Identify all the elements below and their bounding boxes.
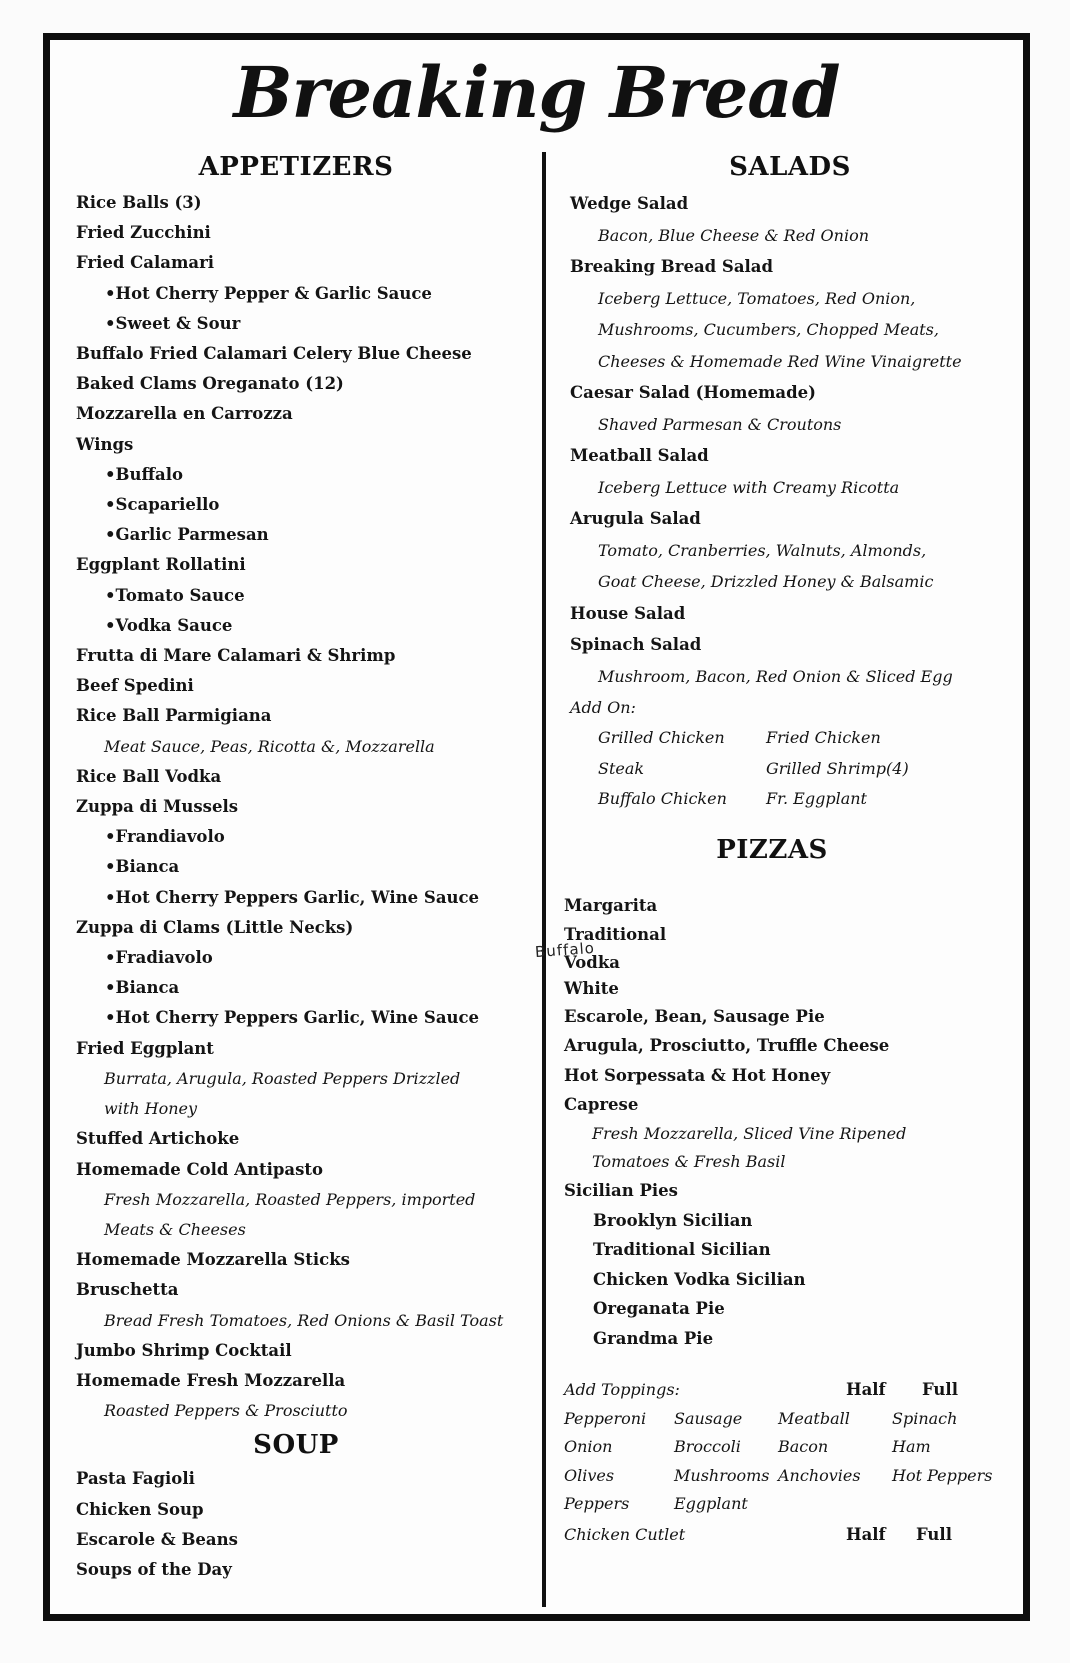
menu-option: • Frandiavolo bbox=[76, 822, 516, 852]
topping-item: Meatball bbox=[778, 1408, 850, 1428]
menu-option: • Fradiavolo bbox=[76, 943, 516, 973]
topping-item: Pepperoni bbox=[564, 1408, 647, 1428]
soup-list bbox=[76, 1464, 516, 1585]
sicilian-item: Chicken Vodka Sicilian bbox=[593, 1269, 806, 1289]
toppings-half-label: Half bbox=[846, 1379, 886, 1399]
sicilian-section bbox=[564, 1176, 1010, 1354]
menu-description: Meats & Cheeses bbox=[104, 1219, 246, 1239]
menu-item: Fried Eggplant bbox=[76, 1038, 214, 1058]
pizza-item: Margarita bbox=[564, 895, 658, 915]
handwritten-note: Buffalo bbox=[534, 938, 596, 962]
menu-item: Arugula Salad bbox=[570, 509, 701, 528]
pizza-item: Caprese bbox=[564, 1095, 639, 1115]
menu-item: Meatball Salad bbox=[570, 446, 709, 465]
topping-item: Eggplant bbox=[674, 1494, 748, 1514]
menu-description: Mushrooms, Cucumbers, Chopped Meats, bbox=[598, 320, 939, 339]
pizza-item: Arugula, Prosciutto, Truffle Cheese bbox=[564, 1036, 890, 1056]
menu-description: with Honey bbox=[104, 1099, 198, 1119]
menu-item: Spinach Salad bbox=[570, 635, 702, 654]
menu-item: Zuppa di Clams (Little Necks) bbox=[76, 917, 354, 937]
menu-item: Eggplant Rollatini bbox=[76, 555, 246, 575]
menu-option: • Hot Cherry Pepper & Garlic Sauce bbox=[76, 279, 516, 309]
menu-item: Baked Clams Oreganato (12) bbox=[76, 374, 344, 394]
menu-description: Bacon, Blue Cheese & Red Onion bbox=[598, 225, 869, 245]
menu-description: Burrata, Arugula, Roasted Peppers Drizzled bbox=[104, 1068, 461, 1088]
topping-item: Peppers bbox=[564, 1494, 630, 1514]
menu-item: Zuppa di Mussels bbox=[76, 797, 238, 817]
pizza-item: Hot Sorpessata & Hot Honey bbox=[564, 1065, 831, 1085]
menu-item: Beef Spedini bbox=[76, 676, 194, 696]
add-on-item: Buffalo Chicken bbox=[598, 789, 727, 808]
pizzas-list bbox=[564, 891, 1010, 1177]
pizzas-heading: PIZZAS bbox=[716, 834, 828, 865]
topping-item: Onion bbox=[564, 1437, 613, 1457]
menu-description: Meat Sauce, Peas, Ricotta &, Mozzarella bbox=[104, 736, 435, 756]
restaurant-title: Breaking Bread bbox=[233, 51, 840, 134]
menu-item: Bruschetta bbox=[76, 1280, 179, 1300]
menu-option: • Buffalo bbox=[76, 460, 516, 490]
soup-item: Pasta Fagioli bbox=[76, 1469, 195, 1489]
menu-option: • Sweet & Sour bbox=[76, 309, 516, 339]
pizza-item: Escarole, Bean, Sausage Pie bbox=[564, 1006, 825, 1026]
pizza-item: Traditional bbox=[564, 925, 667, 945]
sicilian-item: Oreganata Pie bbox=[593, 1299, 725, 1319]
menu-item: Jumbo Shrimp Cocktail bbox=[76, 1340, 292, 1360]
topping-item: Bacon bbox=[778, 1437, 829, 1457]
toppings-label: Add Toppings: bbox=[564, 1379, 680, 1399]
menu-item: Stuffed Artichoke bbox=[76, 1129, 240, 1149]
menu-description: Fresh Mozzarella, Sliced Vine Ripened bbox=[592, 1124, 907, 1144]
menu-item: Mozzarella en Carrozza bbox=[76, 404, 293, 424]
soup-item: Escarole & Beans bbox=[76, 1529, 238, 1549]
menu-item: Fried Calamari bbox=[76, 253, 215, 273]
add-on-item: Fried Chicken bbox=[766, 728, 881, 747]
add-on-grid bbox=[570, 723, 1010, 815]
left-column bbox=[76, 152, 516, 1585]
menu-item: Fried Zucchini bbox=[76, 223, 211, 243]
sicilian-list bbox=[564, 1206, 1010, 1354]
menu-description: Shaved Parmesan & Croutons bbox=[598, 414, 842, 434]
toppings-full-label: Full bbox=[922, 1379, 958, 1399]
menu-option: • Bianca bbox=[76, 852, 516, 882]
soup-item: Soups of the Day bbox=[76, 1559, 232, 1579]
cutlet-label: Chicken Cutlet bbox=[564, 1524, 686, 1544]
sicilian-item: Grandma Pie bbox=[593, 1329, 714, 1349]
topping-item: Anchovies bbox=[778, 1465, 861, 1485]
add-on-item: Grilled Chicken bbox=[598, 728, 725, 747]
cutlet-row bbox=[564, 1519, 1010, 1550]
topping-item: Spinach bbox=[892, 1408, 958, 1428]
cutlet-half-label: Half bbox=[846, 1524, 886, 1544]
topping-item: Ham bbox=[892, 1437, 931, 1457]
menu-description: Mushroom, Bacon, Red Onion & Sliced Egg bbox=[598, 666, 953, 686]
menu-item: Wings bbox=[76, 434, 134, 454]
menu-option: • Scapariello bbox=[76, 490, 516, 520]
soup-item: Chicken Soup bbox=[76, 1499, 204, 1519]
menu-description: Iceberg Lettuce with Creamy Ricotta bbox=[598, 477, 900, 497]
menu-option: • Garlic Parmesan bbox=[76, 520, 516, 550]
menu-option: • Vodka Sauce bbox=[76, 611, 516, 641]
menu-option: • Tomato Sauce bbox=[76, 581, 516, 611]
sicilian-item: Brooklyn Sicilian bbox=[593, 1210, 753, 1230]
menu-option: • Bianca bbox=[76, 973, 516, 1003]
menu-item: Breaking Bread Salad bbox=[570, 257, 774, 276]
column-divider bbox=[542, 152, 546, 1607]
topping-item: Sausage bbox=[674, 1408, 743, 1428]
toppings-section bbox=[564, 1374, 1010, 1550]
menu-item: House Salad bbox=[570, 603, 686, 623]
menu-description: Bread Fresh Tomatoes, Red Onions & Basil Toast bbox=[104, 1310, 504, 1330]
appetizers-heading: APPETIZERS bbox=[198, 152, 394, 182]
topping-item: Mushrooms bbox=[674, 1465, 770, 1485]
add-on-item: Grilled Shrimp(4) bbox=[766, 758, 909, 778]
menu-frame bbox=[43, 33, 1030, 1621]
soup-heading: SOUP bbox=[253, 1430, 339, 1461]
topping-item: Olives bbox=[564, 1465, 615, 1485]
menu-option: • Hot Cherry Peppers Garlic, Wine Sauce bbox=[76, 883, 516, 913]
toppings-grid bbox=[564, 1405, 1010, 1519]
topping-item: Broccoli bbox=[674, 1437, 741, 1457]
pizza-item: White bbox=[564, 978, 619, 998]
appetizers-list bbox=[76, 188, 516, 1426]
cutlet-full-label: Full bbox=[916, 1524, 952, 1544]
add-on-item: Steak bbox=[598, 758, 645, 778]
topping-item: Hot Peppers bbox=[892, 1465, 993, 1485]
menu-item: Homemade Cold Antipasto bbox=[76, 1159, 324, 1179]
menu-description: Goat Cheese, Drizzled Honey & Balsamic bbox=[598, 572, 934, 591]
menu-item: Wedge Salad bbox=[570, 194, 689, 213]
right-column bbox=[564, 152, 1010, 1550]
menu-item: Rice Balls (3) bbox=[76, 193, 202, 212]
add-on-item: Fr. Eggplant bbox=[766, 789, 867, 808]
salads-heading: SALADS bbox=[729, 152, 851, 182]
menu-item: Homemade Fresh Mozzarella bbox=[76, 1370, 346, 1390]
menu-item: Homemade Mozzarella Sticks bbox=[76, 1250, 350, 1270]
pizza-item: Vodka bbox=[564, 952, 620, 972]
salads-list bbox=[570, 188, 1010, 692]
menu-item: Buffalo Fried Calamari Celery Blue Cheese bbox=[76, 344, 472, 364]
menu-description: Roasted Peppers & Prosciutto bbox=[104, 1401, 348, 1421]
menu-description: Fresh Mozzarella, Roasted Peppers, imported bbox=[104, 1189, 476, 1209]
toppings-header bbox=[564, 1374, 1010, 1405]
menu-item: Rice Ball Parmigiana bbox=[76, 706, 272, 726]
menu-item: Rice Ball Vodka bbox=[76, 766, 222, 786]
menu-item: Caesar Salad (Homemade) bbox=[570, 383, 816, 402]
sicilian-item: Traditional Sicilian bbox=[593, 1240, 771, 1260]
add-on-label: Add On: bbox=[570, 698, 636, 717]
menu-description: Iceberg Lettuce, Tomatoes, Red Onion, bbox=[598, 288, 916, 308]
menu-description: Tomatoes & Fresh Basil bbox=[592, 1152, 786, 1172]
menu-item: Frutta di Mare Calamari & Shrimp bbox=[76, 646, 396, 666]
menu-description: Cheeses & Homemade Red Wine Vinaigrette bbox=[598, 351, 962, 371]
menu-description: Tomato, Cranberries, Walnuts, Almonds, bbox=[598, 540, 927, 560]
sicilian-label: Sicilian Pies bbox=[564, 1181, 678, 1201]
menu-option: • Hot Cherry Peppers Garlic, Wine Sauce bbox=[76, 1003, 516, 1033]
